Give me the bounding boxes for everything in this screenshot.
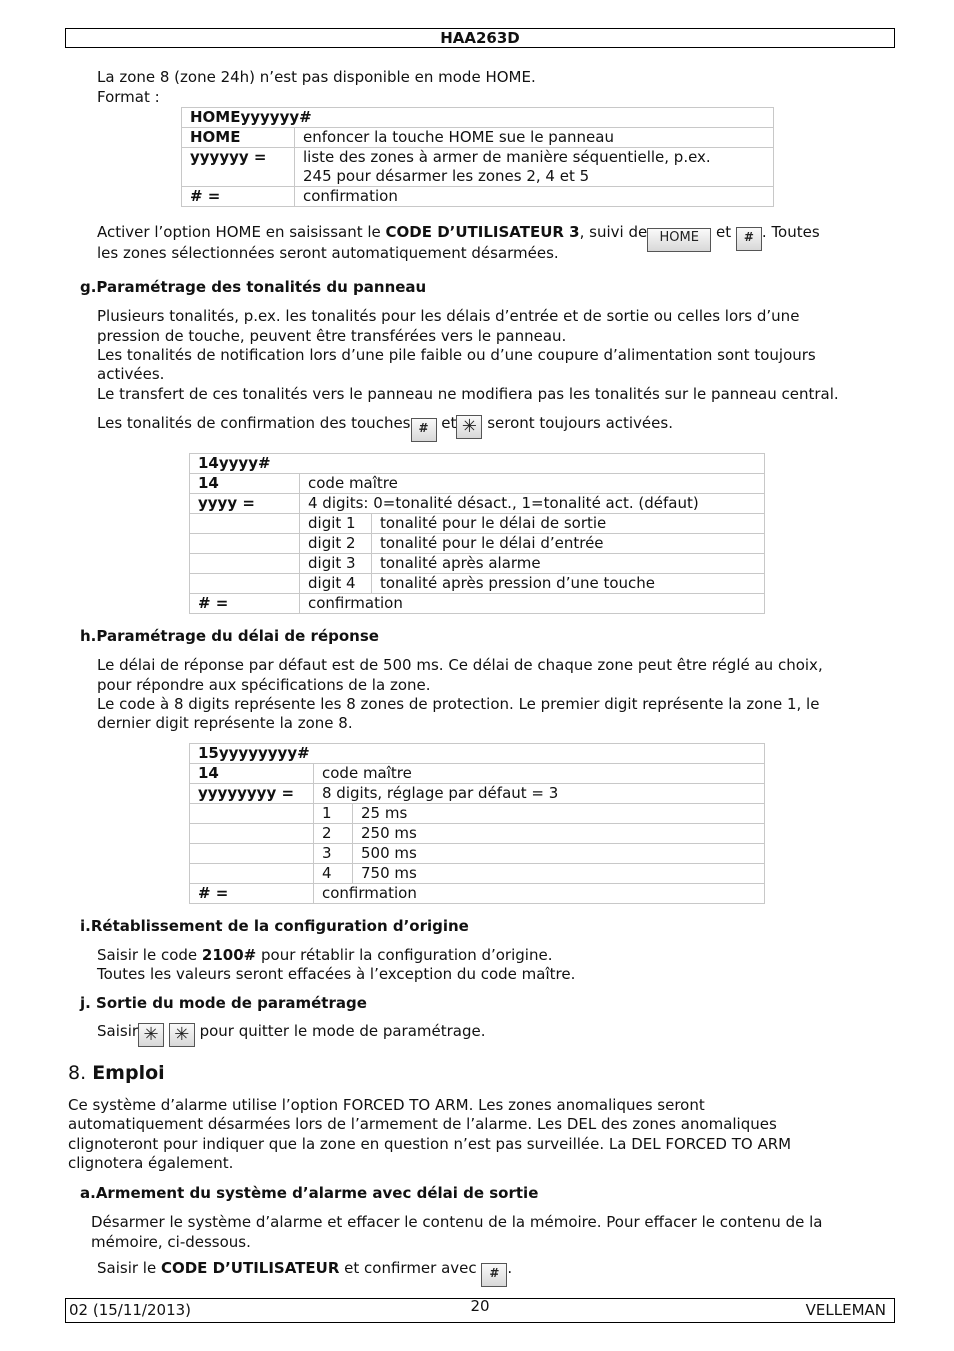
section-h-title: h.Paramétrage du délai de réponse [80, 627, 379, 645]
table-row: digit 2 tonalité pour le délai d’entrée [190, 534, 765, 554]
section-g-title: g.Paramétrage des tonalités du panneau [80, 278, 427, 296]
paragraph: Le code à 8 digits représente les 8 zones de protection. Le premier digit représente la zone 1, le [97, 695, 820, 713]
table-row: 14 code maître [190, 474, 765, 494]
table-title: HOMEyyyyyy# [182, 108, 774, 128]
paragraph: Plusieurs tonalités, p.ex. les tonalités pour les délais d’entrée et de sortie ou celles lors d’une [97, 307, 800, 325]
hash-key-icon: # [411, 418, 437, 442]
page-number: 20 [470, 1297, 490, 1315]
star-key-icon: ✳ [456, 415, 482, 439]
paragraph: Désarmer le système d’alarme et effacer le contenu de la mémoire. Pour effacer le contenu de la [91, 1213, 823, 1231]
section-j-title: j. Sortie du mode de paramétrage [80, 994, 367, 1012]
paragraph: Les tonalités de notification lors d’une pile faible ou d’une coupure d’alimentation sont toujours [97, 346, 816, 364]
table-row: # = confirmation [190, 594, 765, 614]
table-title: 14yyyy# [190, 454, 765, 474]
paragraph: dernier digit représente la zone 8. [97, 714, 353, 732]
table-title: 15yyyyyyyy# [190, 744, 765, 764]
delay-table [189, 743, 765, 904]
paragraph: mémoire, ci-dessous. [91, 1233, 251, 1251]
paragraph: Saisir ✳ ✳ pour quitter le mode de paramétrage. [97, 1022, 486, 1045]
format-label: Format : [97, 88, 160, 106]
table-row: 3 500 ms [190, 844, 765, 864]
paragraph: Saisir le code 2100# pour rétablir la configuration d’origine. [97, 946, 553, 964]
paragraph: clignotera également. [68, 1154, 234, 1172]
table-row: yyyyyy = liste des zones à armer de manière séquentielle, p.ex. 245 pour désarmer les zones 2, 4 et 5 [182, 148, 774, 187]
paragraph: Le délai de réponse par défaut est de 500 ms. Ce délai de chaque zone peut être réglé au choix, [97, 656, 823, 674]
hash-key-icon: # [736, 227, 762, 251]
footer-brand: VELLEMAN [805, 1301, 886, 1319]
paragraph: automatiquement désarmées lors de l’armement de l’alarme. Les DEL des zones anomaliques [68, 1115, 777, 1133]
section-a-title: a.Armement du système d’alarme avec délai de sortie [80, 1184, 539, 1202]
table-row: # = confirmation [182, 187, 774, 207]
table-row: yyyyyyyy = 8 digits, réglage par défaut = 3 [190, 784, 765, 804]
table-row: HOME enfoncer la touche HOME sue le panneau [182, 128, 774, 148]
home-format-table [181, 107, 774, 207]
paragraph: activées. [97, 365, 165, 383]
paragraph: pression de touche, peuvent être transférées vers le panneau. [97, 327, 567, 345]
intro-line: La zone 8 (zone 24h) n’est pas disponible en mode HOME. [97, 68, 536, 86]
home-key-icon: HOME [647, 228, 711, 252]
home-activate-text-2: les zones sélectionnées seront automatiquement désarmées. [97, 244, 559, 262]
paragraph: pour répondre aux spécifications de la zone. [97, 676, 431, 694]
home-activate-text: Activer l’option HOME en saisissant le CODE D’UTILISATEUR 3, suivi de HOME et # . Toutes [97, 223, 820, 252]
document-model: HAA263D [440, 29, 520, 47]
table-row: 14 code maître [190, 764, 765, 784]
table-row: 2 250 ms [190, 824, 765, 844]
star-key-icon: ✳ [138, 1023, 164, 1047]
section-i-title: i.Rétablissement de la configuration d’origine [80, 917, 469, 935]
table-row: digit 1 tonalité pour le délai de sortie [190, 514, 765, 534]
paragraph: Saisir le CODE D’UTILISATEUR et confirmer avec # . [97, 1259, 512, 1287]
paragraph: Toutes les valeurs seront effacées à l’exception du code maître. [97, 965, 576, 983]
table-row: digit 4 tonalité après pression d’une touche [190, 574, 765, 594]
page-footer [65, 1298, 895, 1323]
section-8-title: 8. Emploi [68, 1062, 165, 1084]
table-row: digit 3 tonalité après alarme [190, 554, 765, 574]
page-header [65, 28, 895, 48]
paragraph: Les tonalités de confirmation des touches # et ✳ seront toujours activées. [97, 414, 673, 442]
paragraph: Ce système d’alarme utilise l’option FORCED TO ARM. Les zones anomaliques seront [68, 1096, 705, 1114]
table-row: 4 750 ms [190, 864, 765, 884]
paragraph: clignoteront pour indiquer que la zone en question n’est pas surveillée. La DEL FORCED TO ARM [68, 1135, 792, 1153]
table-row: 1 25 ms [190, 804, 765, 824]
table-row: # = confirmation [190, 884, 765, 904]
table-row: yyyy = 4 digits: 0=tonalité désact., 1=tonalité act. (défaut) [190, 494, 765, 514]
star-key-icon: ✳ [169, 1023, 195, 1047]
hash-key-icon: # [481, 1263, 507, 1287]
tone-table [189, 453, 765, 614]
footer-version: 02 (15/11/2013) [69, 1301, 192, 1319]
paragraph: Le transfert de ces tonalités vers le panneau ne modifiera pas les tonalités sur le panneau central. [97, 385, 839, 403]
